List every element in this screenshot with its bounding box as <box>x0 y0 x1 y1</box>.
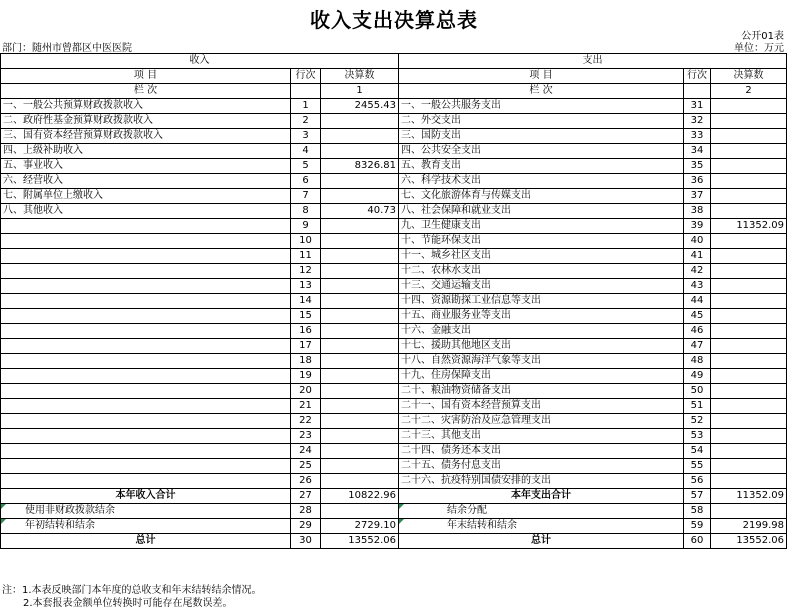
income-item-label <box>1 444 291 459</box>
expense-item-label: 十七、援助其他地区支出 <box>399 339 684 354</box>
income-value <box>321 399 399 414</box>
expense-line-no: 33 <box>684 129 711 144</box>
expense-col-label: 栏 次 <box>399 84 684 99</box>
expense-line-no: 37 <box>684 189 711 204</box>
expense-line-no: 46 <box>684 324 711 339</box>
table-row <box>1 429 787 444</box>
expense-item-label: 二、外交支出 <box>399 114 684 129</box>
grand-total-income-value: 13552.06 <box>321 534 399 549</box>
expense-value <box>711 234 787 249</box>
expense-line-no: 50 <box>684 384 711 399</box>
income-value <box>321 444 399 459</box>
surplus-alloc-value <box>711 504 787 519</box>
end-carryover-value: 2199.98 <box>711 519 787 534</box>
income-line-no: 16 <box>291 324 321 339</box>
grand-total-row <box>1 534 787 549</box>
income-value <box>321 174 399 189</box>
expense-line-no: 51 <box>684 399 711 414</box>
income-value <box>321 339 399 354</box>
expense-value <box>711 324 787 339</box>
income-line-no: 5 <box>291 159 321 174</box>
income-item-label: 一、一般公共预算财政拨款收入 <box>1 99 291 114</box>
begin-carryover-value: 2729.10 <box>321 519 399 534</box>
table-row <box>1 279 787 294</box>
income-value <box>321 264 399 279</box>
expense-value <box>711 459 787 474</box>
income-item-label <box>1 339 291 354</box>
income-line-no: 14 <box>291 294 321 309</box>
income-value <box>321 144 399 159</box>
carryover-row <box>1 519 787 534</box>
expense-header: 支出 <box>399 54 787 69</box>
income-line-no: 26 <box>291 474 321 489</box>
table-row <box>1 444 787 459</box>
expense-item-label: 二十三、其他支出 <box>399 429 684 444</box>
income-item-label: 八、其他收入 <box>1 204 291 219</box>
expense-item-label: 二十二、灾害防治及应急管理支出 <box>399 414 684 429</box>
income-item-label <box>1 264 291 279</box>
expense-item-label: 十一、城乡社区支出 <box>399 249 684 264</box>
income-item-label <box>1 234 291 249</box>
expense-value <box>711 279 787 294</box>
expense-item-label: 十二、农林水支出 <box>399 264 684 279</box>
expense-item-label: 二十五、债务付息支出 <box>399 459 684 474</box>
income-item-label <box>1 294 291 309</box>
income-item-label <box>1 249 291 264</box>
income-value <box>321 429 399 444</box>
department-label: 部门：随州市曾都区中医医院 <box>2 43 132 54</box>
income-line-no: 18 <box>291 354 321 369</box>
expense-line-no: 47 <box>684 339 711 354</box>
income-line-no: 13 <box>291 279 321 294</box>
income-line-no: 15 <box>291 309 321 324</box>
expense-line-no: 48 <box>684 354 711 369</box>
income-line-no: 10 <box>291 234 321 249</box>
page-title: 收入支出决算总表 <box>310 8 478 32</box>
grand-total-expense-line: 60 <box>684 534 711 549</box>
income-value <box>321 219 399 234</box>
expense-line-no: 32 <box>684 114 711 129</box>
note-1: 注：1.本表反映部门本年度的总收支和年末结转结余情况。 <box>2 585 262 596</box>
income-value: 2455.43 <box>321 99 399 114</box>
table-row <box>1 474 787 489</box>
expense-item-label: 七、文化旅游体育与传媒支出 <box>399 189 684 204</box>
expense-value <box>711 474 787 489</box>
expense-item-label: 八、社会保障和就业支出 <box>399 204 684 219</box>
income-value <box>321 294 399 309</box>
expense-line-no: 38 <box>684 204 711 219</box>
table-row <box>1 414 787 429</box>
income-col-label: 栏 次 <box>1 84 291 99</box>
income-item-label <box>1 474 291 489</box>
income-line-no: 24 <box>291 444 321 459</box>
expense-item-label: 六、科学技术支出 <box>399 174 684 189</box>
expense-item-label: 三、国防支出 <box>399 129 684 144</box>
income-item-label <box>1 414 291 429</box>
expense-value: 11352.09 <box>711 219 787 234</box>
income-item-label: 三、国有资本经营预算财政拨款收入 <box>1 129 291 144</box>
expense-value <box>711 444 787 459</box>
expense-value <box>711 249 787 264</box>
income-value <box>321 414 399 429</box>
income-item-label: 四、上级补助收入 <box>1 144 291 159</box>
notes <box>2 584 262 610</box>
table-row <box>1 204 787 219</box>
expense-item-label: 十、节能环保支出 <box>399 234 684 249</box>
income-value <box>321 354 399 369</box>
table-row <box>1 114 787 129</box>
expense-value <box>711 384 787 399</box>
expense-line-no: 35 <box>684 159 711 174</box>
table-row <box>1 99 787 114</box>
income-item-label <box>1 384 291 399</box>
expense-line-no: 43 <box>684 279 711 294</box>
table-row <box>1 249 787 264</box>
table-row <box>1 219 787 234</box>
year-expense-total-value: 11352.09 <box>711 489 787 504</box>
expense-line-no: 52 <box>684 414 711 429</box>
expense-line-no: 31 <box>684 99 711 114</box>
table-row <box>1 384 787 399</box>
income-line-no: 12 <box>291 264 321 279</box>
income-line-no: 25 <box>291 459 321 474</box>
income-value <box>321 459 399 474</box>
income-value <box>321 114 399 129</box>
table-row <box>1 234 787 249</box>
income-line-no: 21 <box>291 399 321 414</box>
expense-value <box>711 189 787 204</box>
note-2: 2.本套报表金额单位转换时可能存在尾数误差。 <box>23 598 233 609</box>
income-value <box>321 279 399 294</box>
table-row <box>1 129 787 144</box>
expense-value <box>711 129 787 144</box>
expense-item-label: 二十六、抗疫特别国债安排的支出 <box>399 474 684 489</box>
income-value: 8326.81 <box>321 159 399 174</box>
income-item-label <box>1 219 291 234</box>
expense-item-label: 九、卫生健康支出 <box>399 219 684 234</box>
grand-total-income-line: 30 <box>291 534 321 549</box>
table-row <box>1 309 787 324</box>
non-fiscal-line: 28 <box>291 504 321 519</box>
expense-line-no: 40 <box>684 234 711 249</box>
expense-item-label: 五、教育支出 <box>399 159 684 174</box>
expense-item-label: 一、一般公共服务支出 <box>399 99 684 114</box>
income-item-label: 五、事业收入 <box>1 159 291 174</box>
begin-carryover-label: 年初结转和结余 <box>1 519 291 534</box>
expense-item-label: 二十、粮油物资储备支出 <box>399 384 684 399</box>
table-row <box>1 189 787 204</box>
non-fiscal-value <box>321 504 399 519</box>
expense-line-no: 54 <box>684 444 711 459</box>
grand-total-income-label: 总计 <box>1 534 291 549</box>
table-row <box>1 339 787 354</box>
income-item-label <box>1 459 291 474</box>
table-row <box>1 174 787 189</box>
year-expense-total-label: 本年支出合计 <box>399 489 684 504</box>
unit-label: 单位：万元 <box>734 43 784 54</box>
expense-line-no: 34 <box>684 144 711 159</box>
header-row-columns <box>1 69 787 84</box>
income-item-header: 项 目 <box>1 69 291 84</box>
expense-line-no: 41 <box>684 249 711 264</box>
income-line-no: 17 <box>291 339 321 354</box>
expense-line-no: 36 <box>684 174 711 189</box>
income-header: 收入 <box>1 54 399 69</box>
income-item-label <box>1 279 291 294</box>
expense-line-no: 55 <box>684 459 711 474</box>
table-row <box>1 294 787 309</box>
income-value: 40.73 <box>321 204 399 219</box>
income-line-no: 11 <box>291 249 321 264</box>
income-line-no: 6 <box>291 174 321 189</box>
expense-value <box>711 339 787 354</box>
expense-line-no: 39 <box>684 219 711 234</box>
income-line-no: 1 <box>291 99 321 114</box>
income-col-blank <box>291 84 321 99</box>
expense-value <box>711 174 787 189</box>
income-value <box>321 129 399 144</box>
income-line-no: 7 <box>291 189 321 204</box>
table-row <box>1 144 787 159</box>
expense-value <box>711 354 787 369</box>
expense-line-no: 49 <box>684 369 711 384</box>
expense-value <box>711 309 787 324</box>
expense-value <box>711 369 787 384</box>
year-total-row <box>1 489 787 504</box>
expense-line-no: 44 <box>684 294 711 309</box>
year-income-total-line: 27 <box>291 489 321 504</box>
income-value <box>321 369 399 384</box>
expense-item-label: 四、公共安全支出 <box>399 144 684 159</box>
income-line-no: 8 <box>291 204 321 219</box>
table-row <box>1 264 787 279</box>
expense-value <box>711 264 787 279</box>
income-item-label: 六、经营收入 <box>1 174 291 189</box>
surplus-alloc-label: 结余分配 <box>399 504 684 519</box>
expense-value <box>711 99 787 114</box>
income-line-no: 23 <box>291 429 321 444</box>
income-line-no: 2 <box>291 114 321 129</box>
income-value <box>321 474 399 489</box>
non-fiscal-label: 使用非财政拨款结余 <box>1 504 291 519</box>
income-value <box>321 249 399 264</box>
expense-value <box>711 159 787 174</box>
income-line-no: 4 <box>291 144 321 159</box>
expense-col-no: 2 <box>711 84 787 99</box>
income-value <box>321 384 399 399</box>
income-col-no: 1 <box>321 84 399 99</box>
expense-value <box>711 204 787 219</box>
expense-col-blank <box>684 84 711 99</box>
expense-item-header: 项 目 <box>399 69 684 84</box>
expense-value <box>711 114 787 129</box>
non-fiscal-row <box>1 504 787 519</box>
expense-value <box>711 414 787 429</box>
income-value <box>321 234 399 249</box>
grand-total-expense-label: 总计 <box>399 534 684 549</box>
end-carryover-label: 年末结转和结余 <box>399 519 684 534</box>
income-expense-table <box>0 53 787 549</box>
table-row <box>1 399 787 414</box>
income-item-label <box>1 429 291 444</box>
income-amount-header: 决算数 <box>321 69 399 84</box>
table-row <box>1 354 787 369</box>
table-row <box>1 369 787 384</box>
expense-line-no: 56 <box>684 474 711 489</box>
form-code: 公开01表 <box>741 31 784 42</box>
table-row <box>1 324 787 339</box>
table-row <box>1 159 787 174</box>
income-value <box>321 324 399 339</box>
year-income-total-label: 本年收入合计 <box>1 489 291 504</box>
expense-item-label: 十九、住房保障支出 <box>399 369 684 384</box>
expense-value <box>711 294 787 309</box>
expense-item-label: 二十四、债务还本支出 <box>399 444 684 459</box>
income-item-label <box>1 324 291 339</box>
income-item-label <box>1 399 291 414</box>
income-line-no: 22 <box>291 414 321 429</box>
income-value <box>321 189 399 204</box>
surplus-alloc-line: 58 <box>684 504 711 519</box>
end-carryover-line: 59 <box>684 519 711 534</box>
header-row-section <box>1 54 787 69</box>
expense-line-header: 行次 <box>684 69 711 84</box>
expense-item-label: 十四、资源勘探工业信息等支出 <box>399 294 684 309</box>
expense-line-no: 53 <box>684 429 711 444</box>
header-row-colno <box>1 84 787 99</box>
grand-total-expense-value: 13552.06 <box>711 534 787 549</box>
income-line-no: 9 <box>291 219 321 234</box>
expense-line-no: 42 <box>684 264 711 279</box>
income-line-no: 3 <box>291 129 321 144</box>
expense-line-no: 45 <box>684 309 711 324</box>
income-item-label <box>1 309 291 324</box>
income-line-no: 20 <box>291 384 321 399</box>
expense-item-label: 二十一、国有资本经营预算支出 <box>399 399 684 414</box>
income-line-no: 19 <box>291 369 321 384</box>
begin-carryover-line: 29 <box>291 519 321 534</box>
income-item-label <box>1 354 291 369</box>
income-line-header: 行次 <box>291 69 321 84</box>
expense-item-label: 十八、自然资源海洋气象等支出 <box>399 354 684 369</box>
expense-item-label: 十三、交通运输支出 <box>399 279 684 294</box>
expense-value <box>711 429 787 444</box>
expense-value <box>711 144 787 159</box>
income-value <box>321 309 399 324</box>
expense-value <box>711 399 787 414</box>
year-expense-total-line: 57 <box>684 489 711 504</box>
income-item-label: 七、附属单位上缴收入 <box>1 189 291 204</box>
expense-item-label: 十五、商业服务业等支出 <box>399 309 684 324</box>
income-item-label <box>1 369 291 384</box>
expense-amount-header: 决算数 <box>711 69 787 84</box>
table-row <box>1 459 787 474</box>
year-income-total-value: 10822.96 <box>321 489 399 504</box>
income-item-label: 二、政府性基金预算财政拨款收入 <box>1 114 291 129</box>
expense-item-label: 十六、金融支出 <box>399 324 684 339</box>
